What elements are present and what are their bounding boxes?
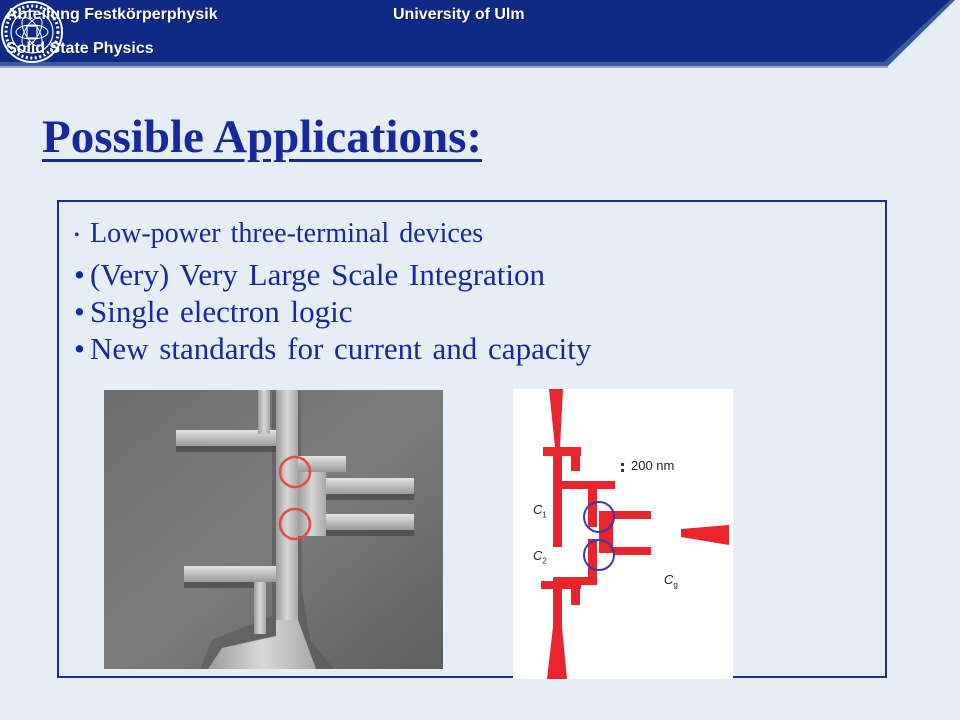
bullet-dot-icon: • [74,330,85,366]
bullet-item [74,214,591,256]
bullet-text: Single electron logic [90,293,353,329]
bullet-text: New standards for current and capacity [90,330,592,366]
capacitance-c1-label [533,502,547,520]
bullet-item [74,256,591,293]
c2-subscript: 2 [542,556,547,566]
bullet-dot-icon: • [74,293,85,329]
bullet-text: (Very) Very Large Scale Integration [90,256,546,292]
scale-bar-label: 200 nm [631,458,675,473]
bullet-dot-icon: • [74,256,85,292]
c1-subscript: 1 [542,510,547,520]
c1-letter: C [533,502,543,517]
bullet-text: Low-power three-terminal devices [90,218,484,249]
cg-subscript: g [673,580,678,590]
university-seal-icon [0,0,64,64]
bullet-item [74,293,591,330]
bullet-list [74,214,591,367]
slide-title: Possible Applications: [42,111,483,163]
header-bar [0,0,960,72]
c2-letter: C [533,548,543,563]
cg-letter: C [664,572,674,587]
bullet-dot-icon: • [74,226,80,244]
bullet-item [74,330,591,367]
subtitle-label: Solid State Physics [6,40,154,57]
device-schematic-image [513,389,733,679]
sem-micrograph-image [104,390,443,669]
department-label: Abteilung Festkörperphysik [6,6,218,23]
capacitance-c2-label [533,548,547,566]
university-label: University of Ulm [393,6,525,23]
capacitance-cg-label [664,572,678,590]
